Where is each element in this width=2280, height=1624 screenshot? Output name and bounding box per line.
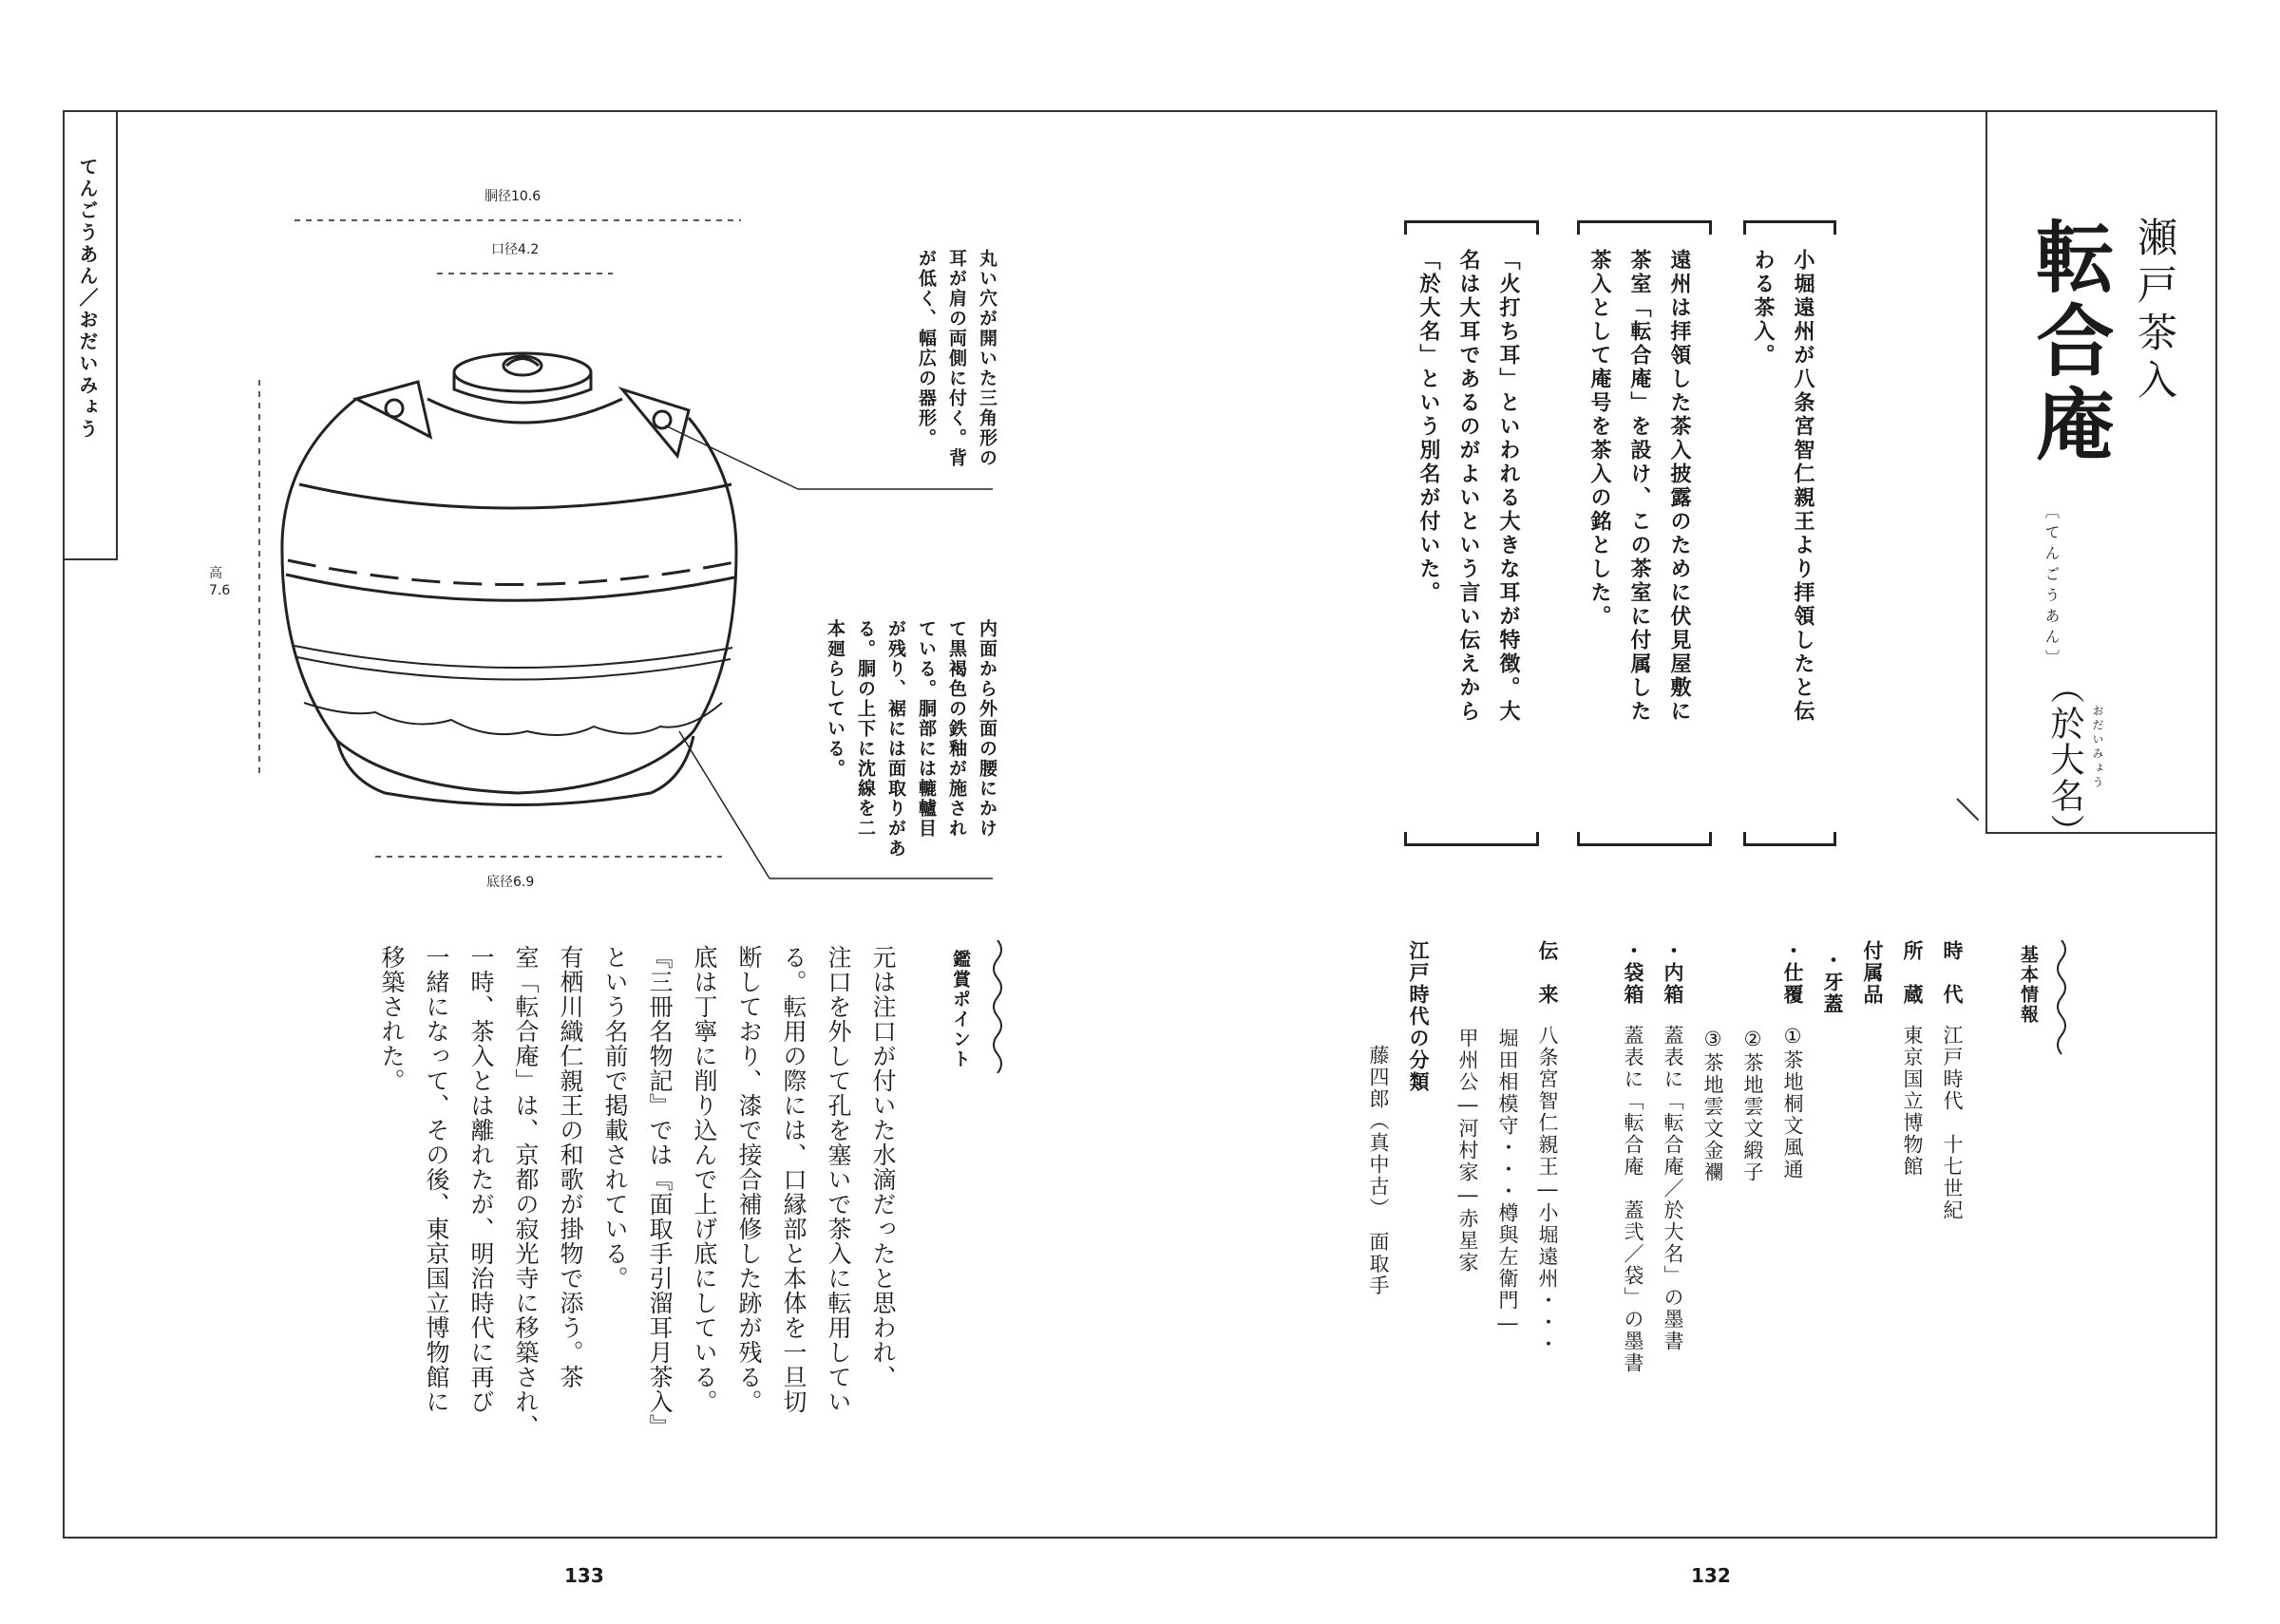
intro-column-2: 遠州は拝領した茶入披露のために伏見屋敷に 茶室「転合庵」を設け、この茶室に付属した 茶入として庵号を茶入の銘とした。 [1587,249,1691,724]
alt-name: （於大名） [2045,670,2084,850]
dimension-height: 高7.6 [209,566,231,598]
appreciation-body: 元は注口が付いた水滴だったと思われ、 注口を外して孔を塞いで茶入に転用してい る。転用の際には、口縁部と本体を一旦切 断しており、漆で接合補修した跡が残る。 底は丁寧に削り込んで上げ底にしている。 『三冊名物記』では『面取手引溜耳月茶入』 という名前で掲載されている。 有栖川織仁親王の和歌が掛物で添う。茶 室「転合庵」は、京都の寂光寺に移築され、 一時、茶入とは離れたが、明治時代に再び 一緒になって、その後、東京国立博物館に 移築された。 [378,945,897,1439]
basic-info-row: ・袋箱蓋表に「転合庵 蓋弐／袋」の墨書 [1622,940,1644,1374]
item-title: 転合庵 [2024,217,2115,467]
alt-reading: おだいみょう [2091,705,2104,790]
appreciation-heading: 鑑賞ポイント [950,950,971,1069]
basic-info-row: 藤四郎（真中古） 面取手 [1367,1045,1390,1297]
basic-info-row: 所 蔵東京国立博物館 [1901,940,1924,1178]
intro-column-3: 「火打ち耳」といわれる大きな耳が特徴。大 名は大耳であるのがよいという言い伝えから 「於大名」という別名が付いた。 [1416,249,1520,724]
page-number-right: 132 [1691,1564,1731,1587]
dimension-mouth-diameter: 口径4.2 [491,242,540,257]
basic-info-row: ・仕覆①茶地桐文風通 [1781,940,1804,1180]
page-number-left: 133 [564,1564,604,1587]
basic-info-table [1355,940,1966,1374]
wavy-rule-appreciation [988,940,1007,1073]
basic-info-row: ・牙蓋 [1821,950,1844,1015]
basic-info-row: 伝 来八条宮智仁親王―小堀遠州・・・ [1536,940,1559,1355]
dimension-base-diameter: 底径6.9 [486,875,535,890]
wavy-rule-basic-info [2052,940,2071,1064]
caption-ears: 丸い穴が開いた三角形の 耳が肩の両側に付く。背 が低く、幅広の器形。 [916,249,998,468]
intro-column-1: 小堀遠州が八条宮智仁親王より拝領したと伝 わる茶入。 [1751,249,1814,724]
title-reading: 〔てんごうあん〕 [2042,503,2061,670]
basic-info-row: ③茶地雲文金襴 [1701,1028,1724,1183]
basic-info-row: ・内箱蓋表に「転合庵／於大名」の墨書 [1662,940,1684,1352]
basic-info-row: 時 代江戸時代 十七世紀 [1941,940,1964,1221]
basic-info-row: 付属品 [1861,940,1884,1006]
caption-glaze: 内面から外面の腰にかけ て黒褐色の鉄釉が施され ている。胴部には轆轤目 が残り、裾には面取りがあ る。胴の上下に沈線を二 本廻らしている。 [825,619,998,859]
basic-info-row: ②茶地雲文緞子 [1741,1028,1764,1183]
dimension-body-diameter: 胴径10.6 [484,189,542,204]
basic-info-heading: 基本情報 [2018,945,2039,1025]
category-label: 瀬戸茶入 [2132,217,2178,406]
side-tab-label: てんごうあん／おだいみょう [76,157,99,441]
basic-info-row: 堀田相模守・・・樽與左衛門― [1496,1028,1519,1336]
basic-info-row: 甲州公―河村家―赤星家 [1456,1028,1479,1274]
basic-info-row: 江戸時代の分類 [1407,940,1430,1093]
